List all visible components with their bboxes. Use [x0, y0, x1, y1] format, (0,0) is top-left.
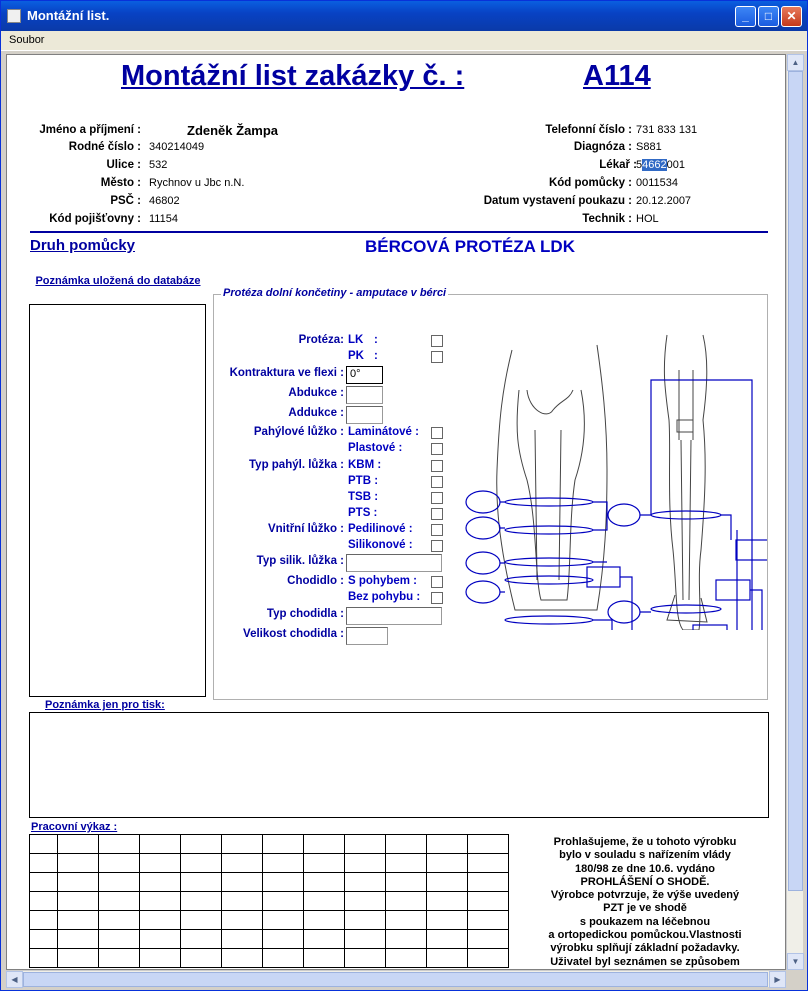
- pedilinove-label: Pedilinové :: [348, 523, 413, 535]
- silikonove-label: Silikonové :: [348, 539, 413, 551]
- grid-cell[interactable]: [304, 911, 345, 930]
- grid-cell[interactable]: [427, 873, 468, 892]
- velikost-label: Velikost chodidla :: [243, 628, 344, 640]
- grid-cell[interactable]: [140, 892, 181, 911]
- field-value[interactable]: 0011534: [636, 177, 679, 189]
- field-label: Město :: [100, 177, 141, 189]
- grid-cell[interactable]: [30, 911, 58, 930]
- note-db-textarea[interactable]: [29, 304, 206, 697]
- s-pohybem-label: S pohybem :: [348, 575, 418, 587]
- grid-cell[interactable]: [140, 949, 181, 968]
- field-value[interactable]: 532: [149, 159, 168, 171]
- grid-cell[interactable]: [468, 873, 509, 892]
- grid-cell[interactable]: [222, 911, 263, 930]
- tsb-label: TSB :: [348, 491, 379, 503]
- grid-cell[interactable]: [222, 949, 263, 968]
- scroll-thumb[interactable]: [788, 71, 803, 891]
- kontraktura-label: Kontraktura ve flexi :: [229, 367, 344, 379]
- typ-chodidla-label: Typ chodidla :: [266, 608, 344, 620]
- field-label: Technik :: [582, 213, 632, 225]
- kbm-label: KBM :: [348, 459, 382, 471]
- kontraktura-input[interactable]: 0°: [346, 366, 383, 384]
- grid-row[interactable]: [30, 854, 509, 873]
- tsb-checkbox[interactable]: [431, 492, 443, 504]
- grid-cell[interactable]: [140, 930, 181, 949]
- field-label: Jméno a příjmení :: [39, 124, 141, 136]
- bez-pohybu-label: Bez pohybu :: [348, 591, 421, 603]
- grid-cell[interactable]: [30, 892, 58, 911]
- field-value[interactable]: S881: [636, 141, 662, 153]
- grid-cell[interactable]: [222, 854, 263, 873]
- s-pohybem-checkbox[interactable]: [431, 576, 443, 588]
- pahylove-label: Pahýlové lůžko :: [253, 426, 344, 438]
- scroll-right-button[interactable]: ▶: [769, 971, 786, 988]
- field-value[interactable]: 340214049: [149, 141, 205, 153]
- field-label: Kód pomůcky :: [548, 177, 632, 189]
- typ-chodidla-input[interactable]: [346, 607, 442, 625]
- laminatove-checkbox[interactable]: [431, 427, 443, 439]
- grid-cell[interactable]: [304, 835, 345, 854]
- grid-cell[interactable]: [263, 892, 304, 911]
- ptb-label: PTB :: [348, 475, 379, 487]
- grid-cell[interactable]: [468, 854, 509, 873]
- declaration-line: Prohlašujeme, že u tohoto výrobku: [553, 836, 737, 848]
- grid-cell[interactable]: [386, 911, 427, 930]
- bez-pohybu-checkbox[interactable]: [431, 592, 443, 604]
- addukce-label: Addukce :: [288, 407, 344, 419]
- grid-cell[interactable]: [427, 949, 468, 968]
- kbm-checkbox[interactable]: [431, 460, 443, 472]
- field-value[interactable]: HOL: [636, 213, 659, 225]
- grid-cell[interactable]: [386, 835, 427, 854]
- colon: :: [374, 350, 378, 362]
- grid-cell[interactable]: [263, 911, 304, 930]
- grid-cell[interactable]: [140, 835, 181, 854]
- grid-cell[interactable]: [99, 854, 140, 873]
- field-label: Diagnóza :: [573, 141, 632, 153]
- group-title: Protéza dolní končetiny - amputace v bérci: [223, 287, 447, 299]
- page-title: Montážní list zakázky č. :: [121, 60, 465, 92]
- title-bar[interactable]: [1, 1, 807, 31]
- grid-cell[interactable]: [181, 892, 222, 911]
- abdukce-label: Abdukce :: [288, 387, 344, 399]
- grid-cell[interactable]: [30, 873, 58, 892]
- grid-cell[interactable]: [304, 930, 345, 949]
- grid-cell[interactable]: [345, 892, 386, 911]
- grid-cell[interactable]: [99, 892, 140, 911]
- grid-cell[interactable]: [30, 854, 58, 873]
- grid-cell[interactable]: [386, 892, 427, 911]
- leg-side-outline: [664, 335, 706, 630]
- field-label: PSČ :: [110, 195, 141, 207]
- typ-silik-label: Typ silik. lůžka :: [256, 555, 344, 567]
- grid-cell[interactable]: [140, 911, 181, 930]
- grid-cell[interactable]: [58, 873, 99, 892]
- declaration-line: Výrobce potvrzuje, že výše uvedený: [550, 889, 740, 902]
- grid-cell[interactable]: [345, 911, 386, 930]
- grid-cell[interactable]: [99, 873, 140, 892]
- pk-checkbox[interactable]: [431, 351, 443, 363]
- ptb-checkbox[interactable]: [431, 476, 443, 488]
- grid-cell[interactable]: [181, 854, 222, 873]
- field-label: Datum vystavení poukazu :: [483, 195, 632, 207]
- grid-cell[interactable]: [222, 892, 263, 911]
- laminatove-label: Laminátové :: [348, 426, 419, 438]
- grid-cell[interactable]: [427, 911, 468, 930]
- pedilinove-checkbox[interactable]: [431, 524, 443, 536]
- divider: [30, 231, 768, 233]
- grid-cell[interactable]: [181, 949, 222, 968]
- declaration-line: s poukazem na léčebnou: [579, 915, 711, 928]
- field-label: Telefonní číslo :: [545, 124, 632, 136]
- pk-label: PK: [348, 350, 364, 362]
- grid-cell[interactable]: [345, 949, 386, 968]
- plastove-checkbox[interactable]: [431, 443, 443, 455]
- grid-cell[interactable]: [304, 873, 345, 892]
- field-value[interactable]: Rychnov u Jbc n.N.: [149, 177, 245, 189]
- lk-label: LK: [348, 334, 364, 346]
- grid-cell[interactable]: [99, 949, 140, 968]
- field-value[interactable]: 11154: [149, 213, 178, 225]
- grid-cell[interactable]: [99, 930, 140, 949]
- scroll-left-button[interactable]: ◀: [6, 971, 23, 988]
- menu-soubor[interactable]: Soubor: [9, 34, 45, 46]
- scroll-up-button[interactable]: ▲: [787, 54, 804, 71]
- declaration-line: PROHLÁŠENÍ O SHODĚ.: [580, 875, 710, 888]
- grid-cell[interactable]: [468, 930, 509, 949]
- grid-cell[interactable]: [99, 835, 140, 854]
- grid-cell[interactable]: [181, 930, 222, 949]
- grid-row[interactable]: [30, 873, 509, 892]
- grid-cell[interactable]: [304, 949, 345, 968]
- druh-value: BÉRCOVÁ PROTÉZA LDK: [365, 237, 575, 256]
- leg-front-outline: [497, 345, 607, 610]
- form-canvas: [6, 54, 786, 970]
- abdukce-input[interactable]: [346, 386, 383, 404]
- grid-cell[interactable]: [345, 930, 386, 949]
- lk-checkbox[interactable]: [431, 335, 443, 347]
- app-icon: [7, 9, 21, 23]
- grid-cell[interactable]: [427, 892, 468, 911]
- vykaz-grid[interactable]: [29, 834, 509, 968]
- declaration-line: Uživatel byl seznámen se způsobem: [550, 955, 740, 968]
- grid-cell[interactable]: [468, 911, 509, 930]
- vnitrni-label: Vnitřní lůžko :: [267, 523, 344, 535]
- scroll-down-button[interactable]: ▼: [787, 953, 804, 970]
- grid-cell[interactable]: [181, 911, 222, 930]
- colon: :: [374, 334, 378, 346]
- grid-cell[interactable]: [304, 854, 345, 873]
- addukce-input[interactable]: [346, 406, 383, 424]
- doctor-value[interactable]: 54662001: [636, 159, 685, 171]
- plastove-label: Plastové :: [348, 442, 403, 454]
- grid-cell[interactable]: [468, 835, 509, 854]
- grid-cell[interactable]: [140, 873, 181, 892]
- grid-cell[interactable]: [263, 835, 304, 854]
- grid-row[interactable]: [30, 892, 509, 911]
- grid-cell[interactable]: [386, 873, 427, 892]
- declaration-text: [535, 836, 755, 969]
- minimize-button[interactable]: _: [735, 6, 756, 27]
- field-label: Kód pojišťovny :: [49, 213, 141, 225]
- grid-cell[interactable]: [386, 949, 427, 968]
- grid-cell[interactable]: [468, 949, 509, 968]
- order-number: A114: [583, 60, 651, 92]
- field-value[interactable]: 20.12.2007: [636, 195, 692, 207]
- grid-cell[interactable]: [58, 835, 99, 854]
- grid-row[interactable]: [30, 949, 509, 968]
- note-print-textarea[interactable]: [29, 712, 769, 818]
- grid-cell[interactable]: [30, 949, 58, 968]
- grid-cell[interactable]: [386, 930, 427, 949]
- doctor-label: Lékař :: [599, 159, 637, 171]
- close-button[interactable]: ✕: [781, 6, 802, 27]
- grid-cell[interactable]: [345, 854, 386, 873]
- silikonove-checkbox[interactable]: [431, 540, 443, 552]
- grid-cell[interactable]: [222, 930, 263, 949]
- grid-cell[interactable]: [345, 873, 386, 892]
- declaration-line: 180/98 ze dne 10.6. vydáno: [574, 862, 716, 875]
- vertical-scrollbar[interactable]: [786, 54, 803, 970]
- grid-cell[interactable]: [58, 930, 99, 949]
- grid-row[interactable]: [30, 911, 509, 930]
- declaration-line: a ortopedickou pomůckou.Vlastnosti: [548, 929, 742, 942]
- grid-cell[interactable]: [222, 873, 263, 892]
- proteza-label: Protéza:: [298, 334, 344, 346]
- typ-silik-input[interactable]: [346, 554, 442, 572]
- declaration-line: výrobku splňují základní požadavky.: [550, 942, 740, 955]
- grid-cell[interactable]: [181, 873, 222, 892]
- grid-cell[interactable]: [58, 949, 99, 968]
- declaration-line: bylo v souladu s nařízením vlády: [559, 849, 731, 862]
- grid-cell[interactable]: [58, 911, 99, 930]
- field-value[interactable]: 46802: [149, 195, 180, 207]
- grid-cell[interactable]: [263, 873, 304, 892]
- typ-pahyl-label: Typ pahýl. lůžka :: [249, 459, 344, 471]
- chodidlo-label: Chodidlo :: [287, 575, 344, 587]
- grid-cell[interactable]: [140, 854, 181, 873]
- menu-bar: [1, 31, 807, 51]
- grid-cell[interactable]: [58, 854, 99, 873]
- horizontal-scrollbar[interactable]: [6, 970, 786, 987]
- pts-label: PTS :: [348, 507, 378, 519]
- grid-cell[interactable]: [263, 930, 304, 949]
- grid-cell[interactable]: [263, 949, 304, 968]
- grid-cell[interactable]: [58, 892, 99, 911]
- grid-cell[interactable]: [222, 835, 263, 854]
- grid-cell[interactable]: [304, 892, 345, 911]
- grid-cell[interactable]: [263, 854, 304, 873]
- grid-row[interactable]: [30, 930, 509, 949]
- grid-cell[interactable]: [427, 835, 468, 854]
- druh-label: Druh pomůcky: [30, 237, 136, 254]
- grid-cell[interactable]: [30, 835, 58, 854]
- hscroll-thumb[interactable]: [23, 972, 768, 987]
- grid-cell[interactable]: [345, 835, 386, 854]
- field-label: Rodné číslo :: [68, 141, 141, 153]
- grid-cell[interactable]: [427, 930, 468, 949]
- note-print-label: Poznámka jen pro tisk:: [45, 699, 165, 711]
- field-label: Ulice :: [106, 159, 141, 171]
- field-value[interactable]: Zdeněk Žampa: [187, 123, 279, 138]
- grid-cell[interactable]: [386, 854, 427, 873]
- declaration-line: PZT je ve shodě: [603, 902, 687, 915]
- vykaz-label: Pracovní výkaz :: [31, 821, 118, 833]
- grid-cell[interactable]: [99, 911, 140, 930]
- leg-diagram: [457, 330, 767, 630]
- grid-cell[interactable]: [181, 835, 222, 854]
- pts-checkbox[interactable]: [431, 508, 443, 520]
- grid-cell[interactable]: [468, 892, 509, 911]
- maximize-button[interactable]: □: [758, 6, 779, 27]
- field-value[interactable]: 731 833 131: [636, 124, 698, 136]
- window-title: Montážní list.: [27, 8, 110, 23]
- grid-cell[interactable]: [30, 930, 58, 949]
- grid-cell[interactable]: [427, 854, 468, 873]
- note-db-label: Poznámka uložená do databáze: [35, 275, 201, 287]
- grid-row[interactable]: [30, 835, 509, 854]
- velikost-input[interactable]: [346, 627, 388, 645]
